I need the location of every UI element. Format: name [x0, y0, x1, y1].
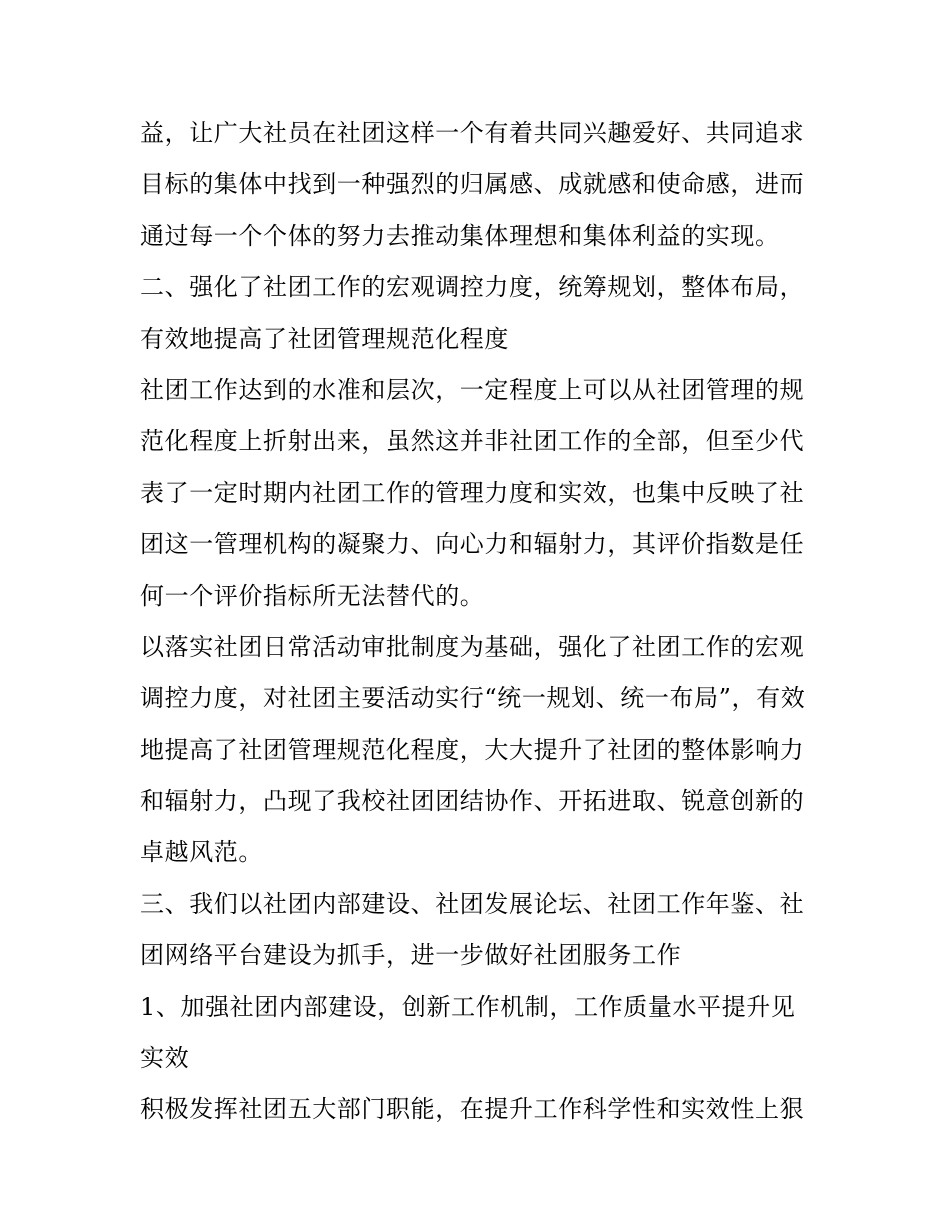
text-line: 调控力度，对社团主要活动实行“统一规划、统一布局”，有效	[140, 684, 806, 713]
text-line: 积极发挥社团五大部门职能，在提升工作科学性和实效性上狠	[140, 1095, 805, 1124]
document-body	[140, 108, 816, 1136]
section-heading-line: 团网络平台建设为抓手，进一步做好社团服务工作	[140, 941, 682, 970]
section-heading-line: 三、我们以社团内部建设、社团发展论坛、社团工作年鉴、社	[140, 889, 805, 918]
text-line: 表了一定时期内社团工作的管理力度和实效，也集中反映了社	[140, 478, 805, 507]
text-line: 地提高了社团管理规范化程度，大大提升了社团的整体影响力	[140, 735, 805, 764]
text-line: 和辐射力，凸现了我校社团团结协作、开拓进取、锐意创新的	[140, 787, 805, 816]
text-line: 社团工作达到的水准和层次，一定程度上可以从社团管理的规	[140, 375, 805, 404]
text-line: 团这一管理机构的凝聚力、向心力和辐射力，其评价指数是任	[140, 530, 805, 559]
subsection-heading-line: 实效	[140, 1044, 190, 1073]
text-line: 何一个评价指标所无法替代的。	[140, 581, 485, 610]
subsection-heading-line: 1、加强社团内部建设，创新工作机制，工作质量水平提升见	[140, 992, 796, 1021]
text-line: 卓越风范。	[140, 838, 263, 867]
section-heading-line: 二、强化了社团工作的宏观调控力度，统筹规划，整体布局，	[140, 273, 805, 302]
text-line: 范化程度上折射出来，虽然这并非社团工作的全部，但至少代	[140, 427, 805, 456]
text-line: 以落实社团日常活动审批制度为基础，强化了社团工作的宏观	[140, 632, 805, 661]
text-line: 益，让广大社员在社团这样一个有着共同兴趣爱好、共同追求	[140, 119, 805, 147]
text-line: 目标的集体中找到一种强烈的归属感、成就感和使命感，进而	[140, 170, 805, 199]
section-heading-line: 有效地提高了社团管理规范化程度	[140, 324, 509, 353]
text-line: 通过每一个个体的努力去推动集体理想和集体利益的实现。	[140, 221, 780, 250]
